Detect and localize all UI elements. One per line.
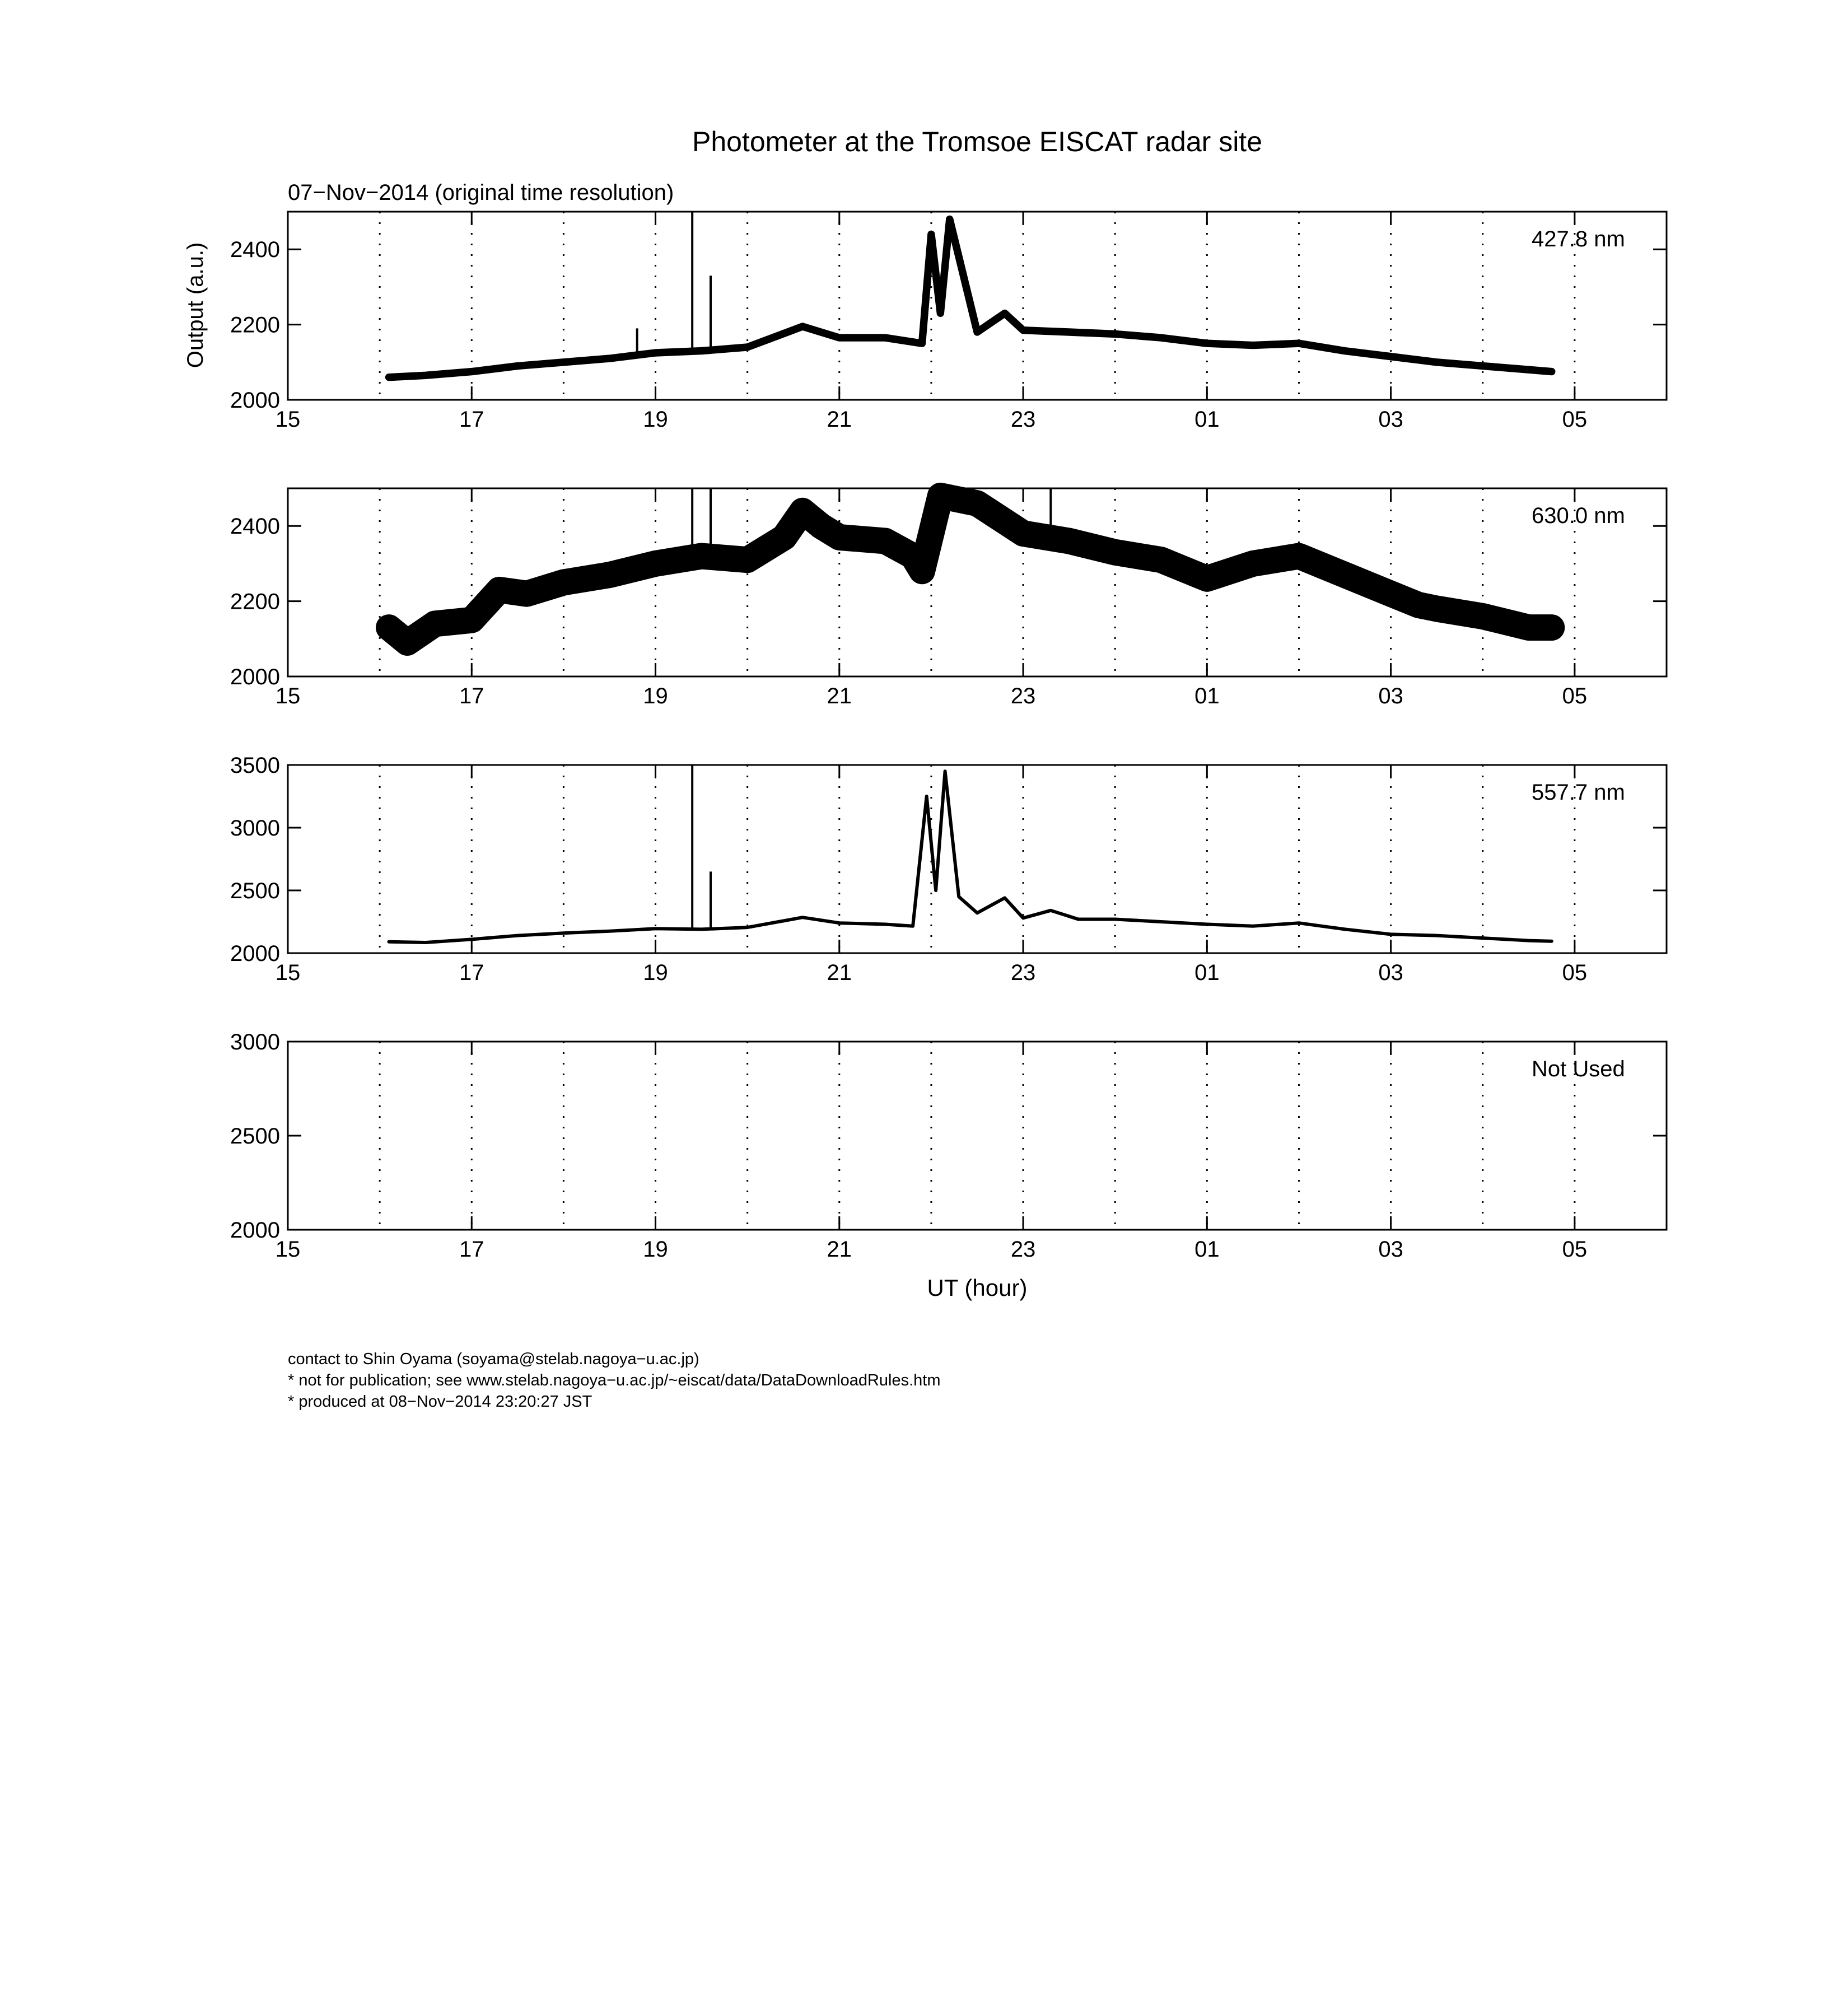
x-axis-label: UT (hour) — [927, 1275, 1028, 1301]
x-tick-label: 23 — [1010, 1237, 1036, 1262]
series-line — [389, 496, 1552, 642]
x-tick-label: 03 — [1378, 960, 1403, 985]
panel-wavelength-label: 630.0 nm — [1532, 503, 1625, 528]
y-tick-label: 2400 — [230, 514, 280, 539]
y-tick-label: 2000 — [230, 1218, 280, 1243]
x-tick-label: 19 — [643, 1237, 668, 1262]
axes-frame — [288, 765, 1667, 953]
x-tick-label: 21 — [827, 960, 852, 985]
x-tick-label: 15 — [275, 407, 301, 432]
x-tick-label: 19 — [643, 684, 668, 708]
x-tick-label: 15 — [275, 1237, 301, 1262]
x-tick-label: 23 — [1010, 684, 1036, 708]
x-tick-label: 21 — [827, 1237, 852, 1262]
panel-wavelength-label: 557.7 nm — [1532, 780, 1625, 805]
y-tick-label: 2200 — [230, 589, 280, 614]
chart-panels — [230, 212, 1667, 1262]
x-tick-label: 05 — [1562, 960, 1588, 985]
x-tick-label: 17 — [459, 1237, 484, 1262]
x-tick-label: 23 — [1010, 407, 1036, 432]
y-axis-label: Output (a.u.) — [183, 242, 208, 368]
y-tick-label: 2000 — [230, 665, 280, 689]
footnote-produced: * produced at 08−Nov−2014 23:20:27 JST — [288, 1393, 592, 1411]
x-tick-label: 01 — [1194, 1237, 1220, 1262]
panel-wavelength-label: Not Used — [1532, 1057, 1625, 1081]
panel-2 — [230, 488, 1667, 708]
x-tick-label: 05 — [1562, 407, 1588, 432]
panel-wavelength-label: 427.8 nm — [1532, 227, 1625, 251]
x-tick-label: 17 — [459, 407, 484, 432]
footnotes — [288, 1348, 941, 1412]
y-tick-label: 2000 — [230, 388, 280, 413]
x-tick-label: 15 — [275, 684, 301, 708]
figure-subtitle: 07−Nov−2014 (original time resolution) — [288, 180, 674, 205]
footnote-contact: contact to Shin Oyama (soyama@stelab.nagoya−u.ac.jp) — [288, 1350, 699, 1368]
x-tick-label: 23 — [1010, 960, 1036, 985]
x-tick-label: 05 — [1562, 684, 1588, 708]
y-tick-label: 2000 — [230, 941, 280, 966]
x-tick-label: 21 — [827, 407, 852, 432]
axes-frame — [288, 1042, 1667, 1230]
y-tick-label: 2400 — [230, 237, 280, 263]
y-tick-label: 3000 — [230, 816, 280, 841]
y-tick-label: 2500 — [230, 1124, 280, 1149]
x-tick-label: 03 — [1378, 407, 1403, 432]
y-tick-label: 2500 — [230, 879, 280, 903]
x-tick-label: 03 — [1378, 684, 1403, 708]
x-tick-label: 03 — [1378, 1237, 1403, 1262]
panel-3 — [230, 753, 1667, 985]
footnote-rules: * not for publication; see www.stelab.nagoya−u.ac.jp/~eiscat/data/DataDownloadRules.htm — [288, 1371, 941, 1389]
figure-title: Photometer at the Tromsoe EISCAT radar site — [692, 126, 1263, 157]
x-tick-label: 15 — [275, 960, 301, 985]
panel-4 — [230, 1030, 1667, 1262]
x-tick-label: 01 — [1194, 960, 1220, 985]
x-tick-label: 01 — [1194, 407, 1220, 432]
y-tick-label: 3000 — [230, 1030, 280, 1054]
x-tick-label: 17 — [459, 960, 484, 985]
y-tick-label: 2200 — [230, 312, 280, 338]
x-tick-label: 05 — [1562, 1237, 1588, 1262]
x-tick-label: 17 — [459, 684, 484, 708]
x-tick-label: 19 — [643, 407, 668, 432]
y-tick-label: 3500 — [230, 753, 280, 778]
x-tick-label: 19 — [643, 960, 668, 985]
panel-1 — [230, 212, 1667, 432]
x-tick-label: 21 — [827, 684, 852, 708]
x-tick-label: 01 — [1194, 684, 1220, 708]
